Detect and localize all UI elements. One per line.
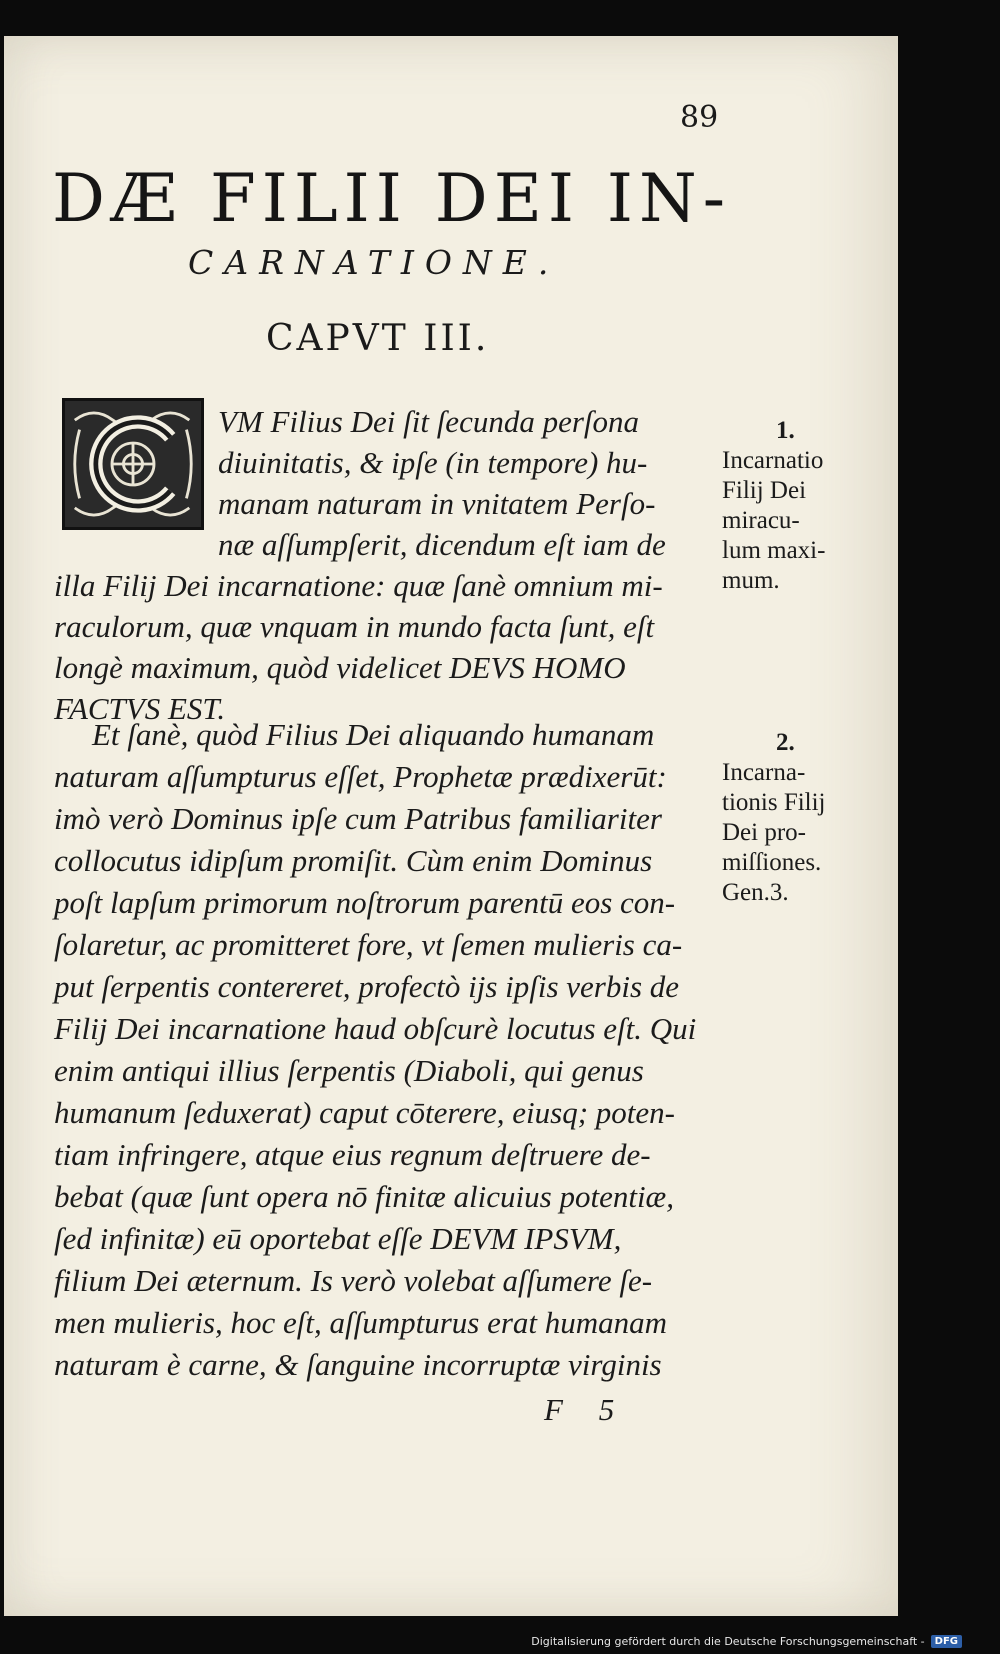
text-line: humanum ſeduxerat) caput cōterere, eiusq; poten- — [54, 1095, 675, 1130]
text-line: VM Filius Dei ſit ſecunda perſona — [218, 404, 640, 439]
credit-text: Digitalisierung gefördert durch die Deutsche Forschungsgemeinschaft - — [531, 1635, 925, 1648]
text-line: men mulieris, hoc eſt, aſſumpturus erat humanam — [54, 1305, 668, 1340]
text-line: raculorum, quæ vnquam in mundo facta ſunt, eſt — [54, 609, 655, 644]
text-line: Filij Dei incarnatione haud obſcurè locutus eſt. Qui — [54, 1011, 697, 1046]
margin-note-1 — [722, 416, 825, 596]
text-line: enim antiqui illius ſerpentis (Diaboli, qui genus — [54, 1053, 644, 1088]
text-line: ſolaretur, ac promitteret fore, vt ſemen mulieris ca- — [54, 927, 683, 962]
signature-number: 5 — [598, 1392, 615, 1427]
text-line: bebat (quæ ſunt opera nō finitæ alicuius potentiæ, — [54, 1179, 674, 1214]
margin-note-number: 1. — [776, 417, 795, 444]
text-line: naturam è carne, & ſanguine incorruptæ virginis — [54, 1347, 662, 1382]
chapter-title-line1: DÆ FILII DEI IN- — [52, 160, 732, 237]
text-line: manam naturam in vnitatem Perſo- — [218, 486, 656, 521]
chapter-title-line2: CARNATIONE. — [188, 243, 560, 282]
margin-note-line: lum maxi- — [722, 537, 826, 564]
text-line: imò verò Dominus ipſe cum Patribus familiariter — [54, 801, 662, 836]
text-line: næ aſſumpſerit, dicendum eſt iam de — [218, 527, 666, 562]
margin-note-line: Incarnatio — [722, 447, 824, 474]
page-number: 89 — [680, 100, 719, 135]
signature-letter: F — [544, 1392, 563, 1427]
text-line: FACTVS EST. — [54, 691, 226, 726]
text-line: collocutus idipſum promiſit. Cùm enim Dominus — [54, 843, 653, 878]
margin-note-2 — [722, 728, 826, 908]
text-line: poſt lapſum primorum noſtrorum parentū eos con- — [54, 885, 676, 920]
ornamental-initial-c-icon — [62, 398, 204, 530]
chapter-heading: CAPVT III. — [266, 318, 490, 359]
text-line: put ſerpentis contereret, profectò ijs ipſis verbis de — [54, 969, 680, 1004]
margin-note-line: Dei pro- — [722, 819, 806, 846]
text-line: tiam infringere, atque eius regnum deſtruere de- — [54, 1137, 651, 1172]
text-line: Et ſanè, quòd Filius Dei aliquando humanam — [92, 717, 655, 752]
text-line: naturam aſſumpturus eſſet, Prophetæ prædixerūt: — [54, 759, 667, 794]
margin-note-line: Gen.3. — [722, 879, 789, 906]
margin-note-number: 2. — [776, 729, 795, 756]
margin-note-line: tionis Filij — [722, 789, 826, 816]
digitization-credit — [531, 1635, 962, 1648]
text-line: diuinitatis, & ipſe (in tempore) hu- — [218, 445, 648, 480]
signature-mark — [544, 1392, 614, 1428]
dfg-logo-icon: DFG — [931, 1635, 962, 1648]
text-line: filium Dei æternum. Is verò volebat aſſumere ſe- — [54, 1263, 653, 1298]
text-line: illa Filij Dei incarnatione: quæ ſanè omnium mi- — [54, 568, 663, 603]
margin-note-line: miracu- — [722, 507, 800, 534]
margin-note-line: Filij Dei — [722, 477, 807, 504]
margin-note-line: Incarna- — [722, 759, 806, 786]
text-line: ſed infinitæ) eū oportebat eſſe DEVM IPSVM, — [54, 1221, 622, 1256]
text-line: longè maximum, quòd videlicet DEVS HOMO — [54, 650, 626, 685]
margin-note-line: mum. — [722, 567, 780, 594]
margin-note-line: miſſiones. — [722, 849, 822, 876]
